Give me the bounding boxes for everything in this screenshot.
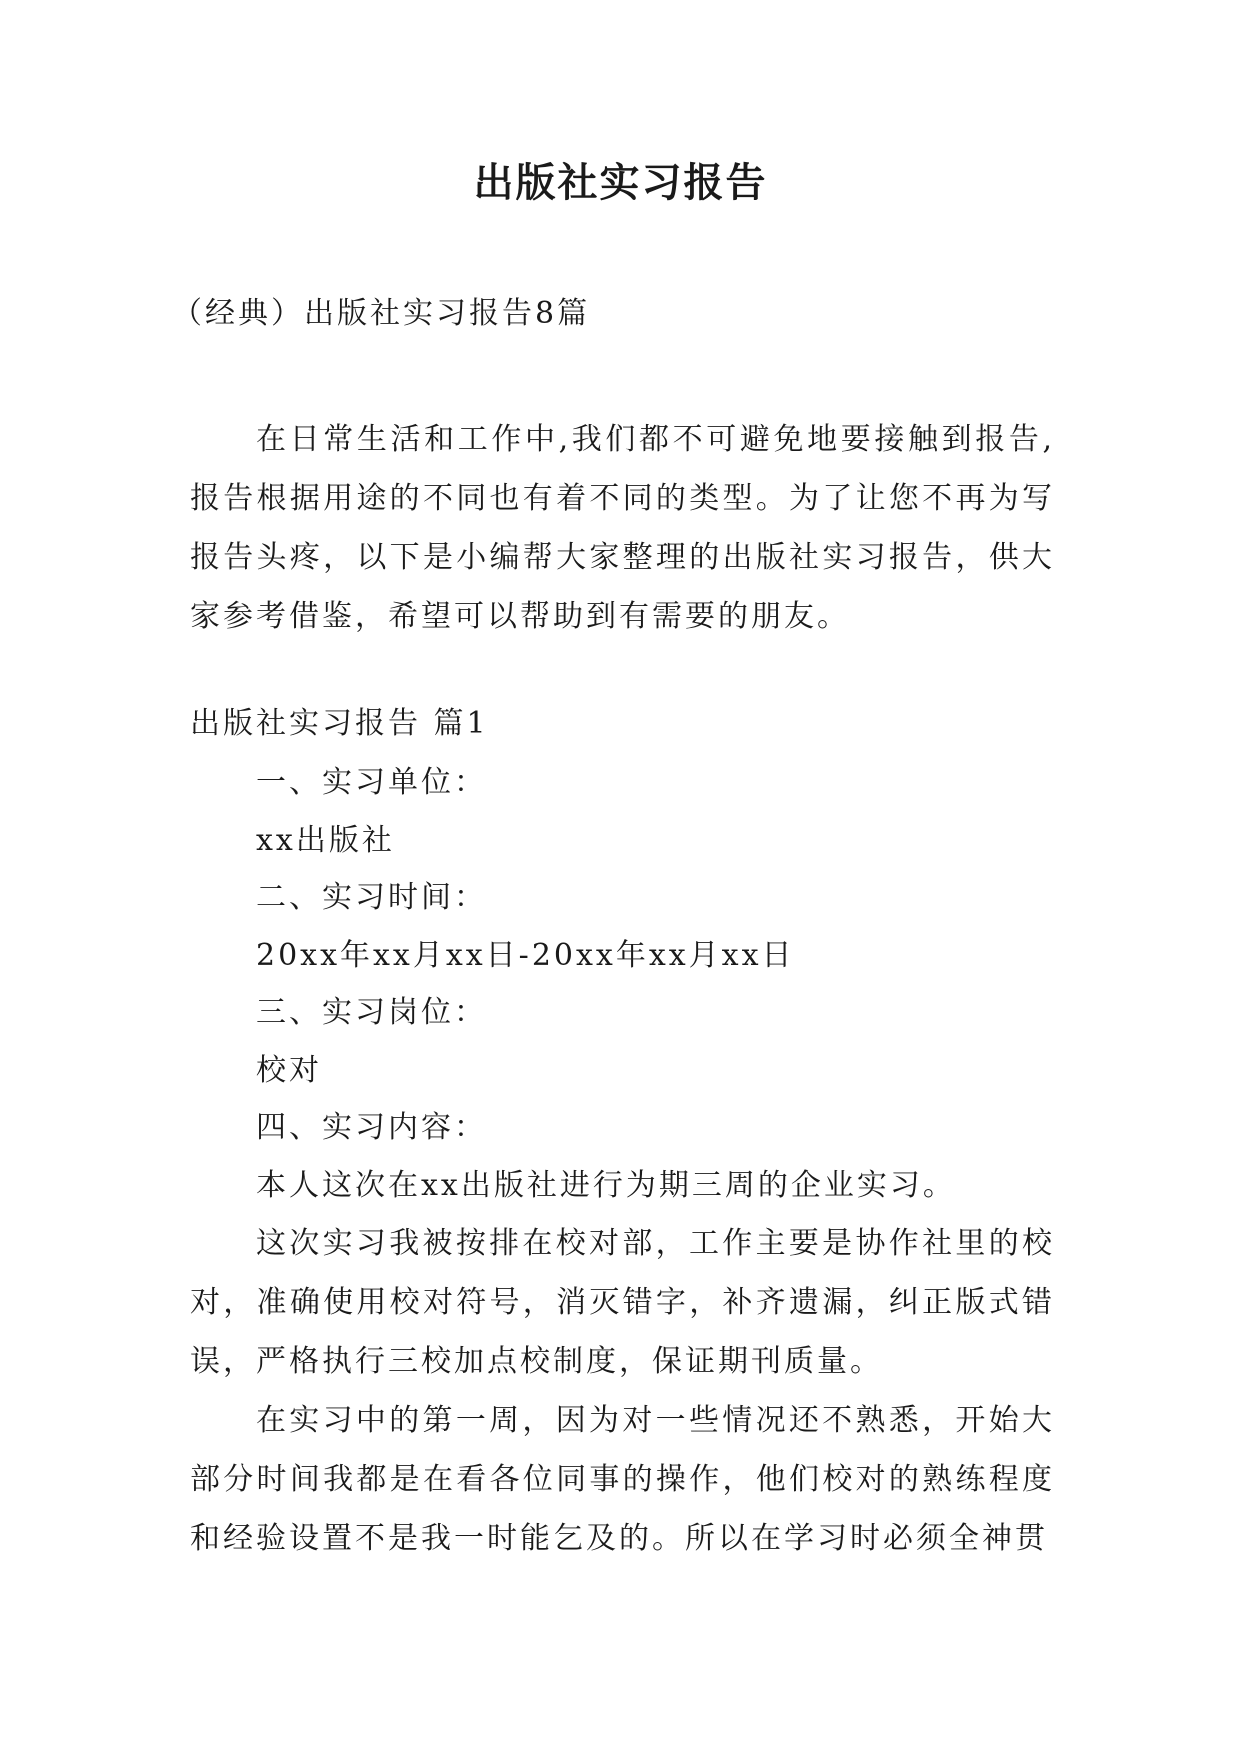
field-value-time: 20xx年xx月xx日-20xx年xx月xx日 [256, 937, 795, 973]
field-label-content: 四、实习内容： [256, 1110, 487, 1145]
field-value-unit: xx出版社 [256, 822, 395, 858]
content-line: 本人这次在xx出版社进行为期三周的企业实习。 [256, 1167, 956, 1203]
body-paragraph: 这次实习我被按排在校对部，工作主要是协作社里的校对，准确使用校对符号，消灭错字，补齐遗漏，纠正版式错误，严格执行三校加点校制度，保证期刊质量。 [190, 1226, 1055, 1379]
document-title: 出版社实习报告 [473, 159, 768, 206]
document-subtitle: （经典）出版社实习报告8篇 [172, 296, 591, 331]
field-label-position: 三、实习岗位： [256, 995, 487, 1030]
field-label-unit: 一、实习单位： [256, 765, 487, 800]
section-heading: 出版社实习报告 篇1 [190, 706, 489, 741]
section-body [190, 754, 1055, 1568]
body-paragraph: 在实习中的第一周，因为对一些情况还不熟悉，开始大部分时间我都是在看各位同事的操作，他们校对的熟练程度和经验设置不是我一时能乞及的。所以在学习时必须全神贯 [190, 1403, 1055, 1556]
intro-paragraph: 在日常生活和工作中,我们都不可避免地要接触到报告,报告根据用途的不同也有着不同的类型。为了让您不再为写报告头疼，以下是小编帮大家整理的出版社实习报告，供大家参考借鉴，希望可以帮助到有需要的朋友。 [190, 422, 1055, 634]
field-label-time: 二、实习时间： [256, 880, 487, 915]
field-value-position: 校对 [256, 1052, 322, 1088]
